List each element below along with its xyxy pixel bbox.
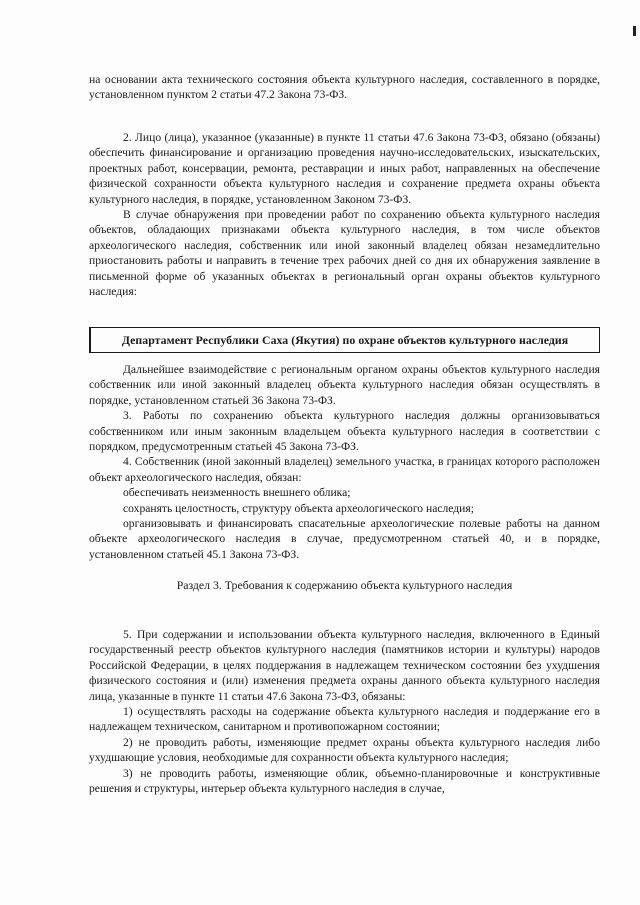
paragraph-rescue-works: организовывать и финансировать спасательные археологические полевые работы на данном объекте археологического наследия в случае, предусмотренном статьей 40, и в порядке, установленном статьей 45.1 Закона 73-ФЗ. <box>89 517 600 561</box>
authority-box <box>89 327 600 353</box>
paragraph-interaction: Дальнейшее взаимодействие с региональным органом охраны объектов культурного наследия собственник или иной законный владелец объекта культурного наследия обязан осуществлять в порядке, установленном статьей 36 Закона 73-ФЗ. <box>89 363 600 407</box>
section-3-title: Раздел 3. Требования к содержанию объекта культурного наследия <box>176 578 513 592</box>
clause-5-block <box>89 627 600 796</box>
list-item-no-subject-change: 2) не проводить работы, изменяющие предмет охраны объекта культурного наследия либо ухудшающие условия, необходимые для сохранности объекта культурного наследия; <box>89 735 600 765</box>
paragraph-clause-3: 3. Работы по сохранению объекта культурного наследия должны организовываться собственником или иным законным владельцем объекта культурного наследия в соответствии с порядком, предусмотренным статьей 45 Закона 73-ФЗ. <box>89 409 600 454</box>
paragraph-clause-4: 4. Собственник (иной законный владелец) земельного участка, в границах которого расположен объект археологического наследия, обязан: <box>89 455 600 484</box>
paragraph-discovery-notice: В случае обнаружения при проведении работ по сохранению объекта культурного наследия объектов, обладающих признаками объекта культурного наследия, в том числе объектов археологического наследия, собственник или иной законный владелец обязан незамедлительно приостановить работы и направить в течение трех рабочих дней со дня их обнаружения заявление в письменной форме об указанных объектах в региональный орган охраны объектов культурного наследия: <box>89 208 600 299</box>
paragraph-clause-5: 5. При содержании и использовании объекта культурного наследия, включенного в Единый государственный реестр объектов культурного наследия (памятников истории и культуры) народов Российской Федерации, в целях поддержания в надлежащем техническом состоянии без ухудшения физического состояния и (или) изменения предмета охраны данного объекта культурного наследия лица, указанные в пункте 11 статьи 47.6 Закона 73-ФЗ, обязаны: <box>89 628 600 703</box>
scan-edge-mark <box>633 26 636 36</box>
paragraph-clause-2: 2. Лицо (лица), указанное (указанные) в пункте 11 статьи 47.6 Закона 73-ФЗ, обязано (обязаны) обеспечить финансирование и организацию проведения научно-исследовательских, изыскательских, проектных работ, консервации, ремонта, реставрации и иных работ, направленных на обеспечение физической сохранности объекта культурного наследия и сохранение предмета охраны объекта культурного наследия, в порядке, установленном Законом 73-ФЗ. <box>89 131 600 206</box>
list-item-appearance: обеспечивать неизменность внешнего облика; <box>123 486 351 500</box>
clauses-3-4-block <box>89 362 600 562</box>
list-item-expenses: 1) осуществлять расходы на содержание объекта культурного наследия и поддержание его в надлежащем техническом, санитарном и противопожарном состоянии; <box>89 705 600 734</box>
list-item-no-appearance-change: 3) не проводить работы, изменяющие облик, объемно-планировочные и конструктивные решения и структуры, интерьер объекта культурного наследия в случае, <box>89 766 600 796</box>
authority-name: Департамент Республики Саха (Якутия) по охране объектов культурного наследия <box>121 332 569 347</box>
paragraph-continuation: на основании акта технического состояния объекта культурного наследия, составленного в порядке, установленном пунктом 2 статьи 47.2 Закона 73-ФЗ. <box>89 73 600 102</box>
list-item-integrity: сохранять целостность, структуру объекта археологического наследия; <box>123 501 474 515</box>
continuation-block <box>89 72 600 103</box>
clause-2-block <box>89 130 600 299</box>
